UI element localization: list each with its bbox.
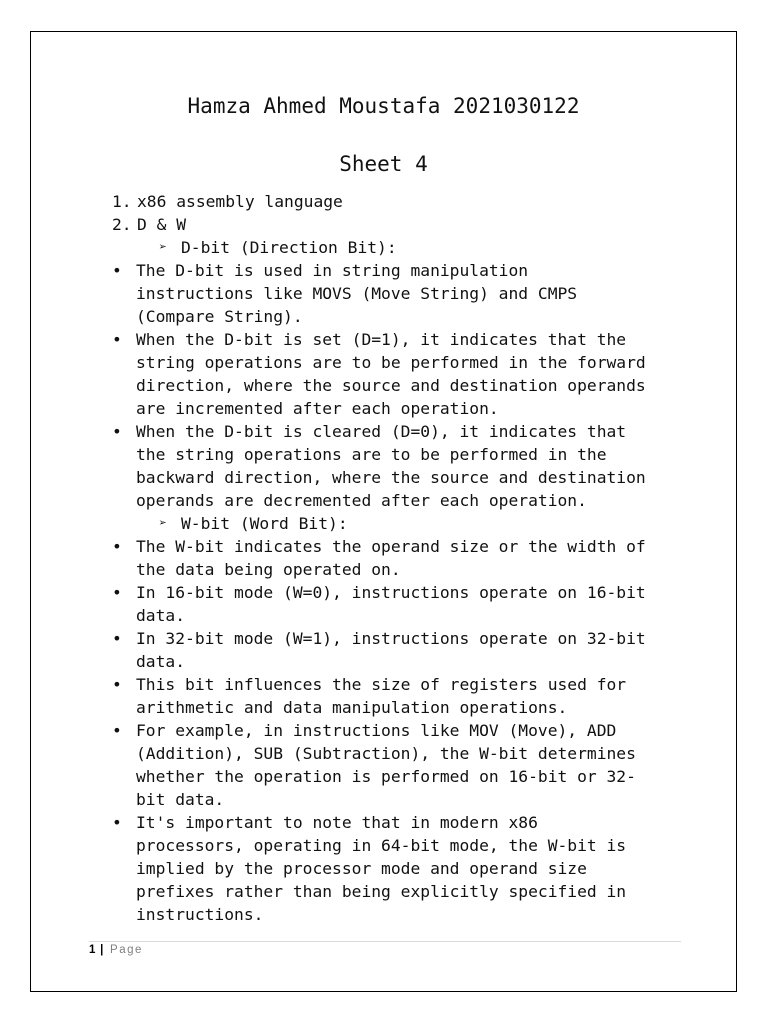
bullet-dot-icon: • [112, 330, 122, 349]
line: instructions. [136, 905, 264, 924]
item-text: D & W [137, 215, 187, 234]
w-bit-heading: W-bit (Word Bit): [181, 514, 348, 533]
footer-divider [89, 941, 681, 942]
bullet-dot-icon: • [112, 675, 122, 694]
line: are incremented after each operation. [136, 399, 499, 418]
list-item [31, 719, 736, 811]
arrow-right-icon: ➢ [159, 516, 167, 531]
line: bit data. [136, 790, 225, 809]
line: In 16-bit mode (W=0), instructions operate on 16-bit [136, 583, 646, 602]
bullet-dot-icon: • [112, 583, 122, 602]
document-page [30, 31, 737, 992]
list-item [31, 420, 736, 512]
d-bit-heading: D-bit (Direction Bit): [181, 238, 397, 257]
line: the data being operated on. [136, 560, 401, 579]
line: instructions like MOVS (Move String) and CMPS [136, 284, 578, 303]
page-number: 1 [89, 944, 96, 956]
line: data. [136, 652, 186, 671]
line: arithmetic and data manipulation operations. [136, 698, 568, 717]
item-text: x86 assembly language [137, 192, 343, 211]
page-label: Page [110, 944, 143, 956]
list-item [31, 673, 736, 719]
line: prefixes rather than being explicitly specified in [136, 882, 627, 901]
bullet-dot-icon: • [112, 261, 122, 280]
document-body [31, 190, 736, 926]
line: (Compare String). [136, 307, 303, 326]
line: It's important to note that in modern x86 [136, 813, 538, 832]
line: The D-bit is used in string manipulation [136, 261, 529, 280]
sheet-title: Sheet 4 [339, 152, 428, 176]
item-number: 2. [112, 215, 132, 234]
item-number: 1. [112, 192, 132, 211]
list-item [31, 535, 736, 581]
line: operands are decremented after each operation. [136, 491, 587, 510]
numbered-item [31, 213, 736, 236]
line: The W-bit indicates the operand size or the width of [136, 537, 646, 556]
line: processors, operating in 64-bit mode, the W-bit is [136, 836, 627, 855]
line: data. [136, 606, 186, 625]
line: direction, where the source and destination operands [136, 376, 646, 395]
bullet-dot-icon: • [112, 629, 122, 648]
page-footer [89, 944, 143, 956]
line: (Addition), SUB (Subtraction), the W-bit determines [136, 744, 636, 763]
line: implied by the processor mode and operand size [136, 859, 587, 878]
line: string operations are to be performed in the forward [136, 353, 646, 372]
list-item [31, 328, 736, 420]
list-item [31, 259, 736, 328]
list-item [31, 811, 736, 926]
list-item [31, 627, 736, 673]
d-bit-heading-item [31, 236, 736, 259]
arrow-right-icon: ➢ [159, 240, 167, 255]
line: When the D-bit is set (D=1), it indicates that the [136, 330, 627, 349]
bullet-dot-icon: • [112, 721, 122, 740]
footer-separator: | [100, 944, 104, 956]
line: For example, in instructions like MOV (Move), ADD [136, 721, 617, 740]
numbered-item [31, 190, 736, 213]
bullet-dot-icon: • [112, 813, 122, 832]
list-item [31, 581, 736, 627]
bullet-dot-icon: • [112, 537, 122, 556]
line: whether the operation is performed on 16-bit or 32- [136, 767, 636, 786]
line: This bit influences the size of registers used for [136, 675, 627, 694]
line: the string operations are to be performed in the [136, 445, 607, 464]
bullet-dot-icon: • [112, 422, 122, 441]
line: backward direction, where the source and destination [136, 468, 646, 487]
line: When the D-bit is cleared (D=0), it indicates that [136, 422, 627, 441]
line: In 32-bit mode (W=1), instructions operate on 32-bit [136, 629, 646, 648]
w-bit-heading-item [31, 512, 736, 535]
author-line: Hamza Ahmed Moustafa 2021030122 [187, 94, 580, 118]
